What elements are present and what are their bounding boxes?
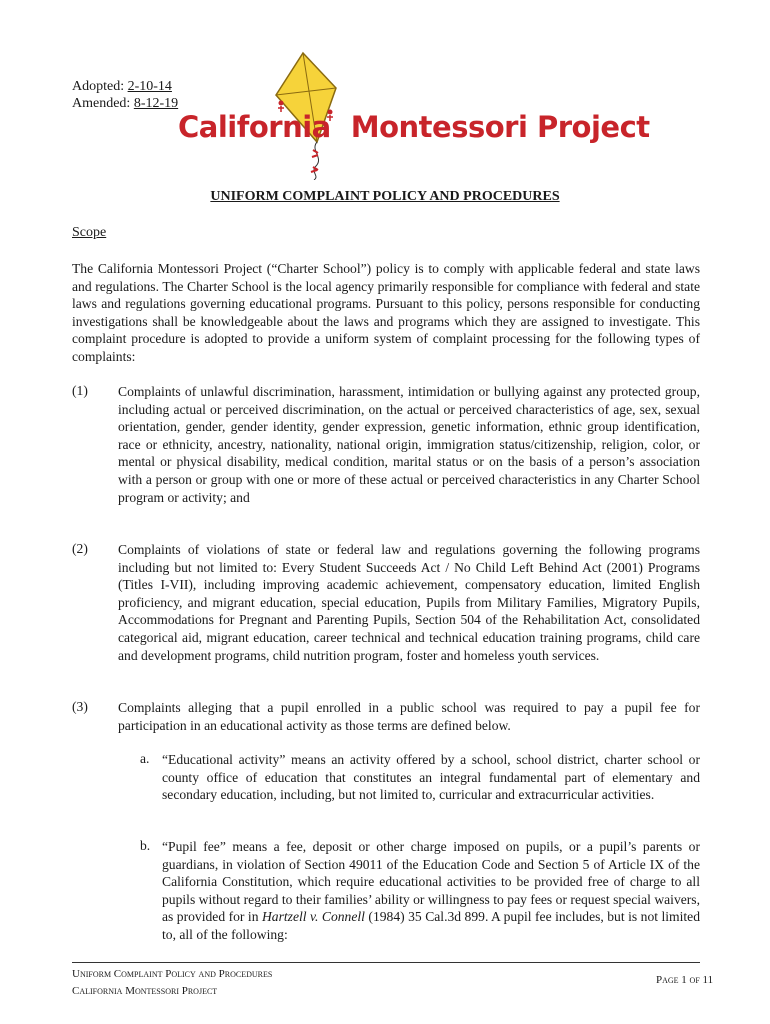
- amended-label: Amended:: [72, 96, 131, 111]
- scope-paragraph: The California Montessori Project (“Charter School”) policy is to comply with applicable federal and state laws and regulations. The Charter School is the local agency primarily responsible for compliance with federal and state laws and regulations governing educational programs. Pursuant to this policy, persons responsible for conducting investigations shall be knowledgeable about the laws and programs which they are assigned to investigate. This complaint procedure is adopted to provide a uniform system of complaint processing for the following types of complaints:: [72, 261, 700, 364]
- scope-heading: Scope: [72, 225, 107, 240]
- logo-text-montessori-project: Montessori Project: [350, 110, 650, 144]
- item-number-2: (2): [72, 541, 88, 556]
- adopted-line: [72, 78, 178, 95]
- item-text-1: Complaints of unlawful discrimination, harassment, intimidation or bullying against any protected group, including actual or perceived discrimination, on the actual or perceived characteristics of age, sex, sexual orientation, gender, gender identity, gender expression, genetic information, ethnic group identification, race or ethnicity, ancestry, nationality, national origin, immigration status/citizenship, religion, color, or mental or physical disability, medical condition, marital status or on the basis of a person’s association with a person or group with one or more of these actual or perceived characteristics in any Charter School program or activity; and: [118, 384, 700, 505]
- adoption-dates: [72, 78, 178, 112]
- item-text-2: Complaints of violations of state or federal law and regulations governing the following programs including but not limited to: Every Student Succeeds Act / No Child Left Behind Act (2001) Programs (Titles I-VII), including improving academic achievement, compensatory education, limited English proficiency, and migrant education, special education, Pupils from Military Families, Migratory Pupils, Accommodations for Pregnant and Parenting Pupils, Section 504 of the Rehabilitation Act, consolidated categorical aid, migrant education, career technical and technical education training programs, child care and development programs, child nutrition program, foster and homeless youth services.: [118, 542, 700, 663]
- school-logo: [178, 50, 650, 180]
- adopted-label: Adopted:: [72, 79, 125, 94]
- amended-date: 8-12-19: [133, 96, 179, 111]
- subitem-text-a: “Educational activity” means an activity offered by a school, school district, charter school or county office of education that constitutes an integral fundamental part of elementary and secondary education, including, but not limited to, curricular and extracurricular activities.: [162, 752, 700, 803]
- page-number: Page 1 of 11: [656, 974, 714, 986]
- document-title: UNIFORM COMPLAINT POLICY AND PROCEDURES: [210, 189, 560, 204]
- adopted-date: 2-10-14: [127, 79, 172, 94]
- logo-wordmark: [178, 110, 650, 144]
- footer-document-info: [72, 966, 272, 1000]
- item-text-3: Complaints alleging that a pupil enrolled in a public school was required to pay a pupil fee for participation in an educational activity as those terms are defined below.: [118, 700, 700, 733]
- logo-text-california: California: [178, 110, 331, 144]
- subitem-letter-b: b.: [140, 838, 151, 853]
- footer-policy-name: Uniform Complaint Policy and Procedures: [72, 968, 273, 980]
- amended-line: [72, 95, 178, 112]
- subitem-text-b: [162, 838, 700, 944]
- footer-divider: [72, 962, 700, 963]
- item-number-3: (3): [72, 699, 88, 714]
- subitem-letter-a: a.: [140, 751, 150, 766]
- item-number-1: (1): [72, 383, 88, 398]
- case-citation: Hartzell v. Connell: [261, 909, 365, 925]
- footer-school-name: California Montessori Project: [72, 985, 218, 997]
- subitem-b-text-before: “Pupil fee” means a fee, deposit or other charge imposed on pupils, or a pupil’s parents or guardians, in violation of Section 49011 of the Education Code and Section 5 of Article IX of the California Constitution, which require educational activities to be provided free of charge to all pupils without regard to their families’ ability or willingness to pay fees or request special waivers, as provided for in: [162, 839, 700, 925]
- subitem-b-text-after: (1984) 35 Cal.3d 899. A pupil fee includes, but is not limited to, all of the following:: [162, 909, 700, 942]
